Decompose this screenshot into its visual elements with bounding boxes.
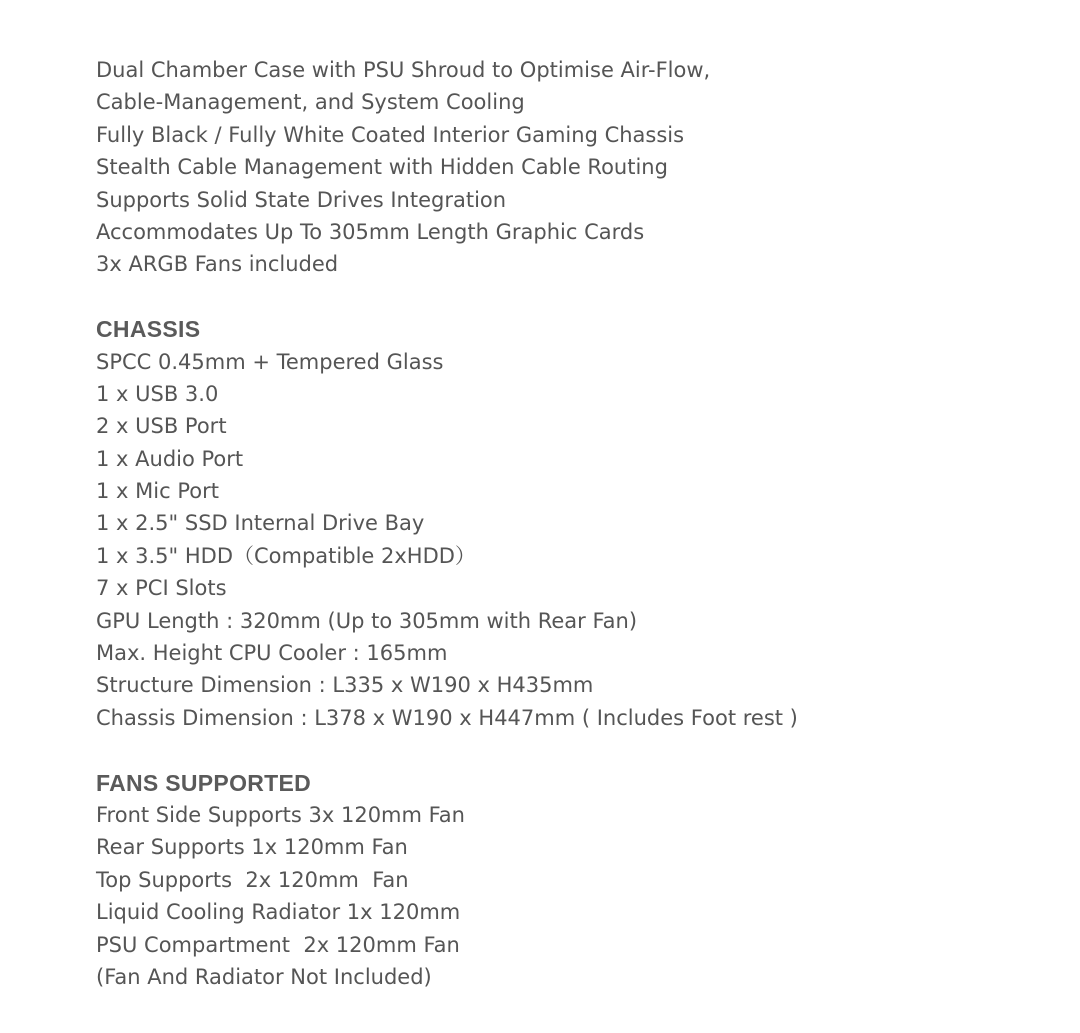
chassis-spec-line: SPCC 0.45mm + Tempered Glass [96,349,444,374]
intro-line: Stealth Cable Management with Hidden Cable Routing [96,155,668,180]
intro-line: Cable-Management, and System Cooling [96,90,525,115]
fans-spec-line: (Fan And Radiator Not Included) [96,964,432,989]
intro-line: Supports Solid State Drives Integration [96,187,507,212]
fans-spec-line: Rear Supports 1x 120mm Fan [96,835,408,860]
intro-line: Dual Chamber Case with PSU Shroud to Optimise Air-Flow, [96,58,711,82]
fans-spec-line: Front Side Supports 3x 120mm Fan [96,802,465,827]
fans-heading: FANS SUPPORTED [96,769,312,796]
chassis-heading: CHASSIS [96,316,201,343]
chassis-spec-line: Max. Height CPU Cooler : 165mm [96,641,448,666]
chassis-spec-line: 1 x Mic Port [96,479,219,504]
fans-section [96,767,1036,994]
fans-spec-line: Liquid Cooling Radiator 1x 120mm [96,900,461,925]
intro-line: Fully Black / Fully White Coated Interior Gaming Chassis [96,122,685,147]
section-spacer [96,734,1036,766]
intro-line: 3x ARGB Fans included [96,252,339,277]
fans-spec-line: Top Supports 2x 120mm Fan [96,867,409,892]
chassis-spec-line: Structure Dimension : L335 x W190 x H435mm [96,673,594,698]
chassis-spec-line: 2 x USB Port [96,414,227,439]
chassis-spec-line: 1 x Audio Port [96,446,244,471]
intro-section [96,54,1036,281]
chassis-spec-line: 1 x 3.5" HDD（Compatible 2xHDD） [96,543,476,568]
chassis-spec-line: GPU Length : 320mm (Up to 305mm with Rear Fan) [96,608,638,633]
chassis-spec-line: 1 x USB 3.0 [96,381,219,406]
chassis-section [96,313,1036,734]
chassis-spec-line: Chassis Dimension : L378 x W190 x H447mm ( Includes Foot rest ) [96,705,798,730]
chassis-spec-line: 1 x 2.5" SSD Internal Drive Bay [96,511,425,536]
fans-spec-line: PSU Compartment 2x 120mm Fan [96,932,460,957]
chassis-spec-line: 7 x PCI Slots [96,576,227,601]
section-spacer [96,281,1036,313]
intro-line: Accommodates Up To 305mm Length Graphic Cards [96,219,645,244]
spec-document [96,54,1036,993]
